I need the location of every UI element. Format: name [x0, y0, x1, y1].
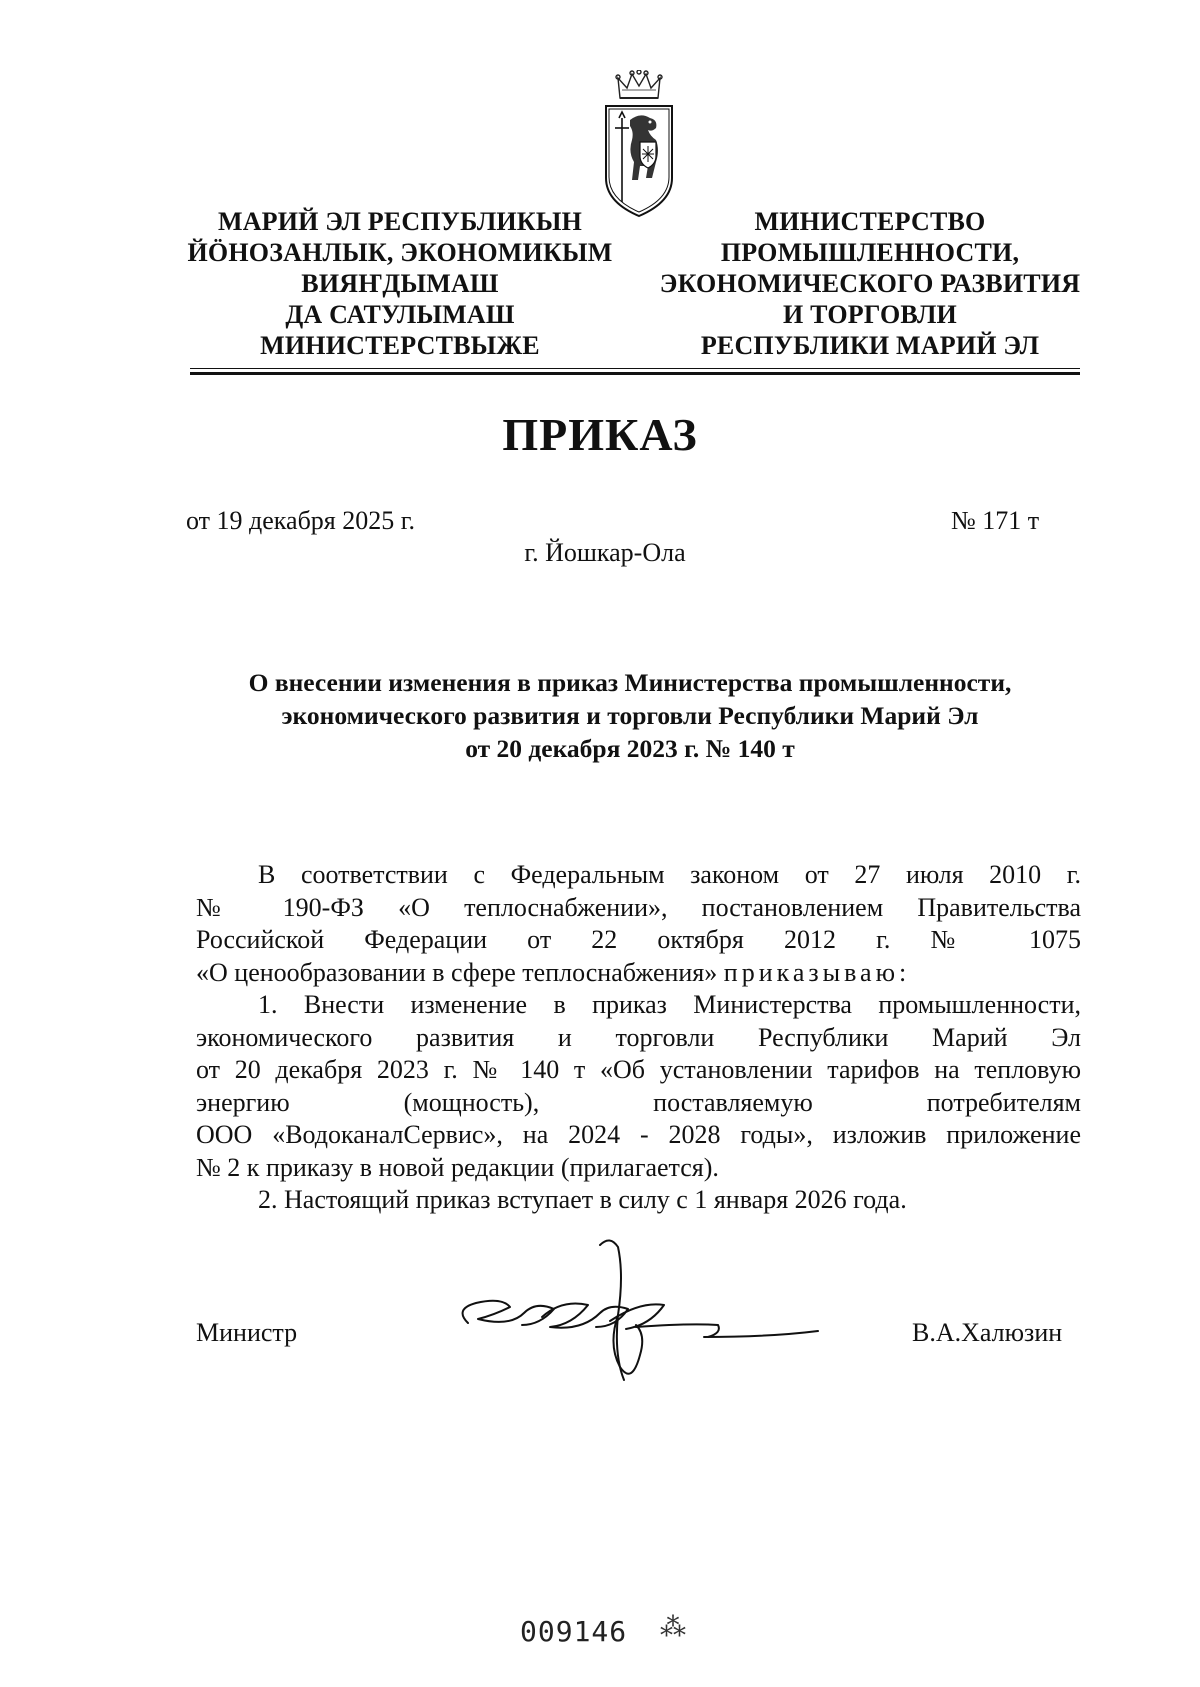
signatory-title: Министр — [196, 1318, 298, 1347]
subject-line-3: от 20 декабря 2023 г. № 140 т — [465, 734, 795, 763]
subject-line-2: экономического развития и торговли Республики Марий Эл — [281, 701, 979, 730]
body-p2-line-4: энергию (мощность), поставляемую потребителям — [196, 1087, 1081, 1117]
order-body — [196, 859, 1081, 1217]
body-p1-line-1: В соответствии с Федеральным законом от 27 июля 2010 г. — [258, 860, 1081, 889]
document-title: ПРИКАЗ — [502, 409, 698, 460]
order-city: г. Йошкар-Ола — [524, 538, 686, 567]
header-right-line-1: МИНИСТЕРСТВО — [754, 207, 986, 236]
header-left-line-5: МИНИСТЕРСТВЫЖЕ — [260, 331, 540, 360]
header-right-russian — [640, 206, 1100, 361]
body-p2-line-1: 1. Внести изменение в приказ Министерства промышленности, — [258, 990, 1081, 1019]
body-p2-line-5: ООО «ВодоканалСервис», на 2024 - 2028 годы», изложив приложение — [196, 1120, 1081, 1149]
header-divider-thin — [190, 368, 1080, 369]
subject-line-1: О внесении изменения в приказ Министерства промышленности, — [248, 668, 1012, 697]
body-p1-line-3: Российской Федерации от 22 октября 2012 г. № 1075 — [196, 925, 1081, 954]
body-p1-prefix: «О ценообразовании в сфере теплоснабжения» — [196, 957, 718, 987]
body-p1-line-4 — [196, 957, 1081, 990]
body-p2-line-6: № 2 к приказу в новой редакции (прилагается). — [196, 1152, 719, 1182]
header-right-line-2: ПРОМЫШЛЕННОСТИ, — [720, 238, 1020, 267]
header-right-line-5: РЕСПУБЛИКИ МАРИЙ ЭЛ — [700, 331, 1040, 360]
body-p3: 2. Настоящий приказ вступает в силу с 1 января 2026 года. — [258, 1185, 907, 1214]
order-number: № 171 т — [951, 506, 1040, 535]
signatory-name: В.А.Халюзин — [912, 1318, 1063, 1347]
header-left-line-3: ВИЯҤДЫМАШ — [301, 269, 499, 298]
body-p1-directive: приказываю: — [723, 957, 911, 987]
handwritten-signature-icon — [450, 1235, 880, 1390]
header-left-line-1: МАРИЙ ЭЛ РЕСПУБЛИКЫН — [217, 207, 583, 236]
coat-of-arms-icon — [600, 70, 678, 218]
order-subject — [190, 666, 1070, 765]
header-right-line-4: И ТОРГОВЛИ — [783, 300, 957, 329]
body-p1-line-2: № 190-ФЗ «О теплоснабжении», постановлением Правительства — [196, 892, 1081, 922]
header-left-line-2: ЙӦНОЗАНЛЫК, ЭКОНОМИКЫМ — [187, 238, 613, 267]
asterisk-mark-icon: ⁂ — [660, 1613, 686, 1642]
order-date: от 19 декабря 2025 г. — [186, 506, 415, 535]
header-right-line-3: ЭКОНОМИЧЕСКОГО РАЗВИТИЯ — [659, 269, 1081, 298]
body-p2-line-2: экономического развития и торговли Республики Марий Эл — [196, 1022, 1081, 1052]
header-left-line-4: ДА САТУЛЫМАШ — [285, 300, 515, 329]
stamp-number: 009146 — [520, 1615, 628, 1648]
body-p2-line-3: от 20 декабря 2023 г. № 140 т «Об установлении тарифов на тепловую — [196, 1055, 1081, 1084]
header-divider-thick — [190, 372, 1080, 375]
header-left-marii — [170, 206, 630, 361]
